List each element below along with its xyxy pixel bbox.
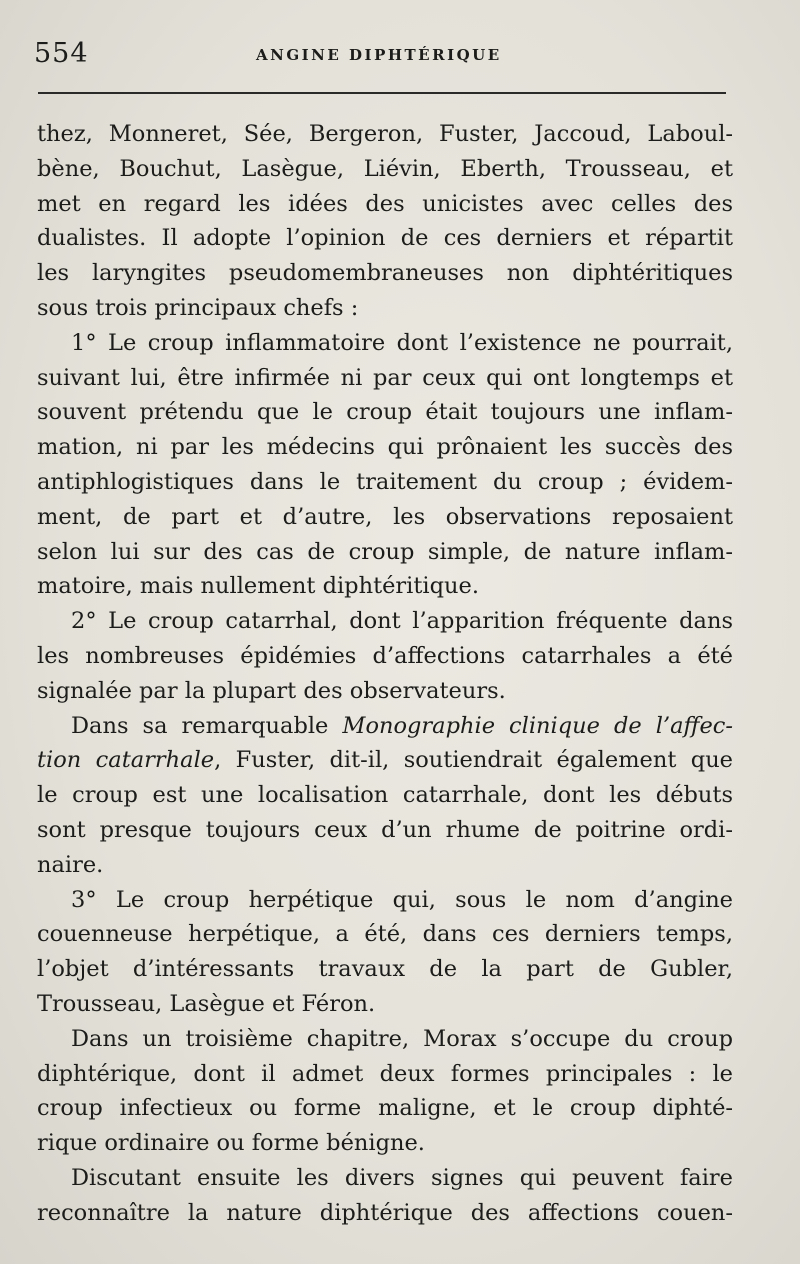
text-line: l’objet d’intéressants travaux de la part de Gubler, — [37, 956, 733, 983]
text-segment: Dans sa remarquable — [71, 712, 343, 739]
header-rule — [38, 92, 726, 94]
text-line: bène, Bouchut, Lasègue, Liévin, Eberth, Trousseau, et — [37, 155, 733, 182]
text-line: souvent prétendu que le croup était toujours une inflam- — [37, 399, 733, 426]
text-line: naire. — [37, 851, 104, 878]
italic-title: Monographie clinique de l’affec- — [342, 712, 733, 739]
text-line: 2° Le croup catarrhal, dont l’apparition fréquente dans — [71, 608, 733, 635]
text-line: Discutant ensuite les divers signes qui peuvent faire — [71, 1164, 733, 1191]
text-line: mation, ni par les médecins qui prônaient les succès des — [37, 434, 733, 461]
text-line: antiphlogistiques dans le traitement du croup ; évidem- — [37, 468, 733, 495]
text-line: signalée par la plupart des observateurs. — [37, 677, 506, 704]
text-line: ment, de part et d’autre, les observations reposaient — [37, 503, 733, 530]
text-line: les nombreuses épidémies d’affections catarrhales a été — [37, 642, 733, 669]
text-line: matoire, mais nullement diphtéritique. — [37, 573, 479, 600]
text-line: Dans un troisième chapitre, Morax s’occupe du croup — [71, 1025, 733, 1052]
italic-title: tion catarrhale — [37, 747, 215, 774]
body-text — [37, 117, 733, 1231]
text-line: 3° Le croup herpétique qui, sous le nom d’angine — [71, 886, 733, 913]
text-line — [37, 743, 733, 778]
text-line: couenneuse herpétique, a été, dans ces derniers temps, — [37, 921, 733, 948]
text-line: diphtérique, dont il admet deux formes principales : le — [37, 1060, 733, 1087]
text-line — [37, 709, 733, 744]
text-line: rique ordinaire ou forme bénigne. — [37, 1130, 425, 1157]
text-line: sont presque toujours ceux d’un rhume de poitrine ordi- — [37, 816, 733, 843]
text-line: reconnaître la nature diphtérique des affections couen- — [37, 1199, 733, 1226]
text-line: le croup est une localisation catarrhale, dont les débuts — [37, 782, 733, 809]
text-line: thez, Monneret, Sée, Bergeron, Fuster, Jaccoud, Laboul- — [37, 121, 733, 147]
text-line: Trousseau, Lasègue et Féron. — [37, 990, 376, 1017]
text-line: suivant lui, être infirmée ni par ceux qui ont longtemps et — [37, 364, 733, 391]
page-header — [34, 38, 734, 78]
text-line: selon lui sur des cas de croup simple, de nature inflam- — [37, 538, 733, 565]
page-number: 554 — [34, 38, 89, 69]
text-line: sous trois principaux chefs : — [37, 294, 359, 321]
text-line: 1° Le croup inflammatoire dont l’existence ne pourrait, — [71, 329, 733, 356]
running-title: ANGINE DIPHTÉRIQUE — [256, 46, 502, 64]
text-line: les laryngites pseudomembraneuses non diphtéritiques — [37, 260, 733, 287]
text-line: dualistes. Il adopte l’opinion de ces derniers et répartit — [37, 225, 733, 252]
text-line: croup infectieux ou forme maligne, et le croup diphté- — [37, 1095, 733, 1122]
text-segment: , Fuster, dit-il, soutiendrait également que — [214, 747, 734, 774]
text-line: met en regard les idées des unicistes avec celles des — [37, 190, 733, 217]
